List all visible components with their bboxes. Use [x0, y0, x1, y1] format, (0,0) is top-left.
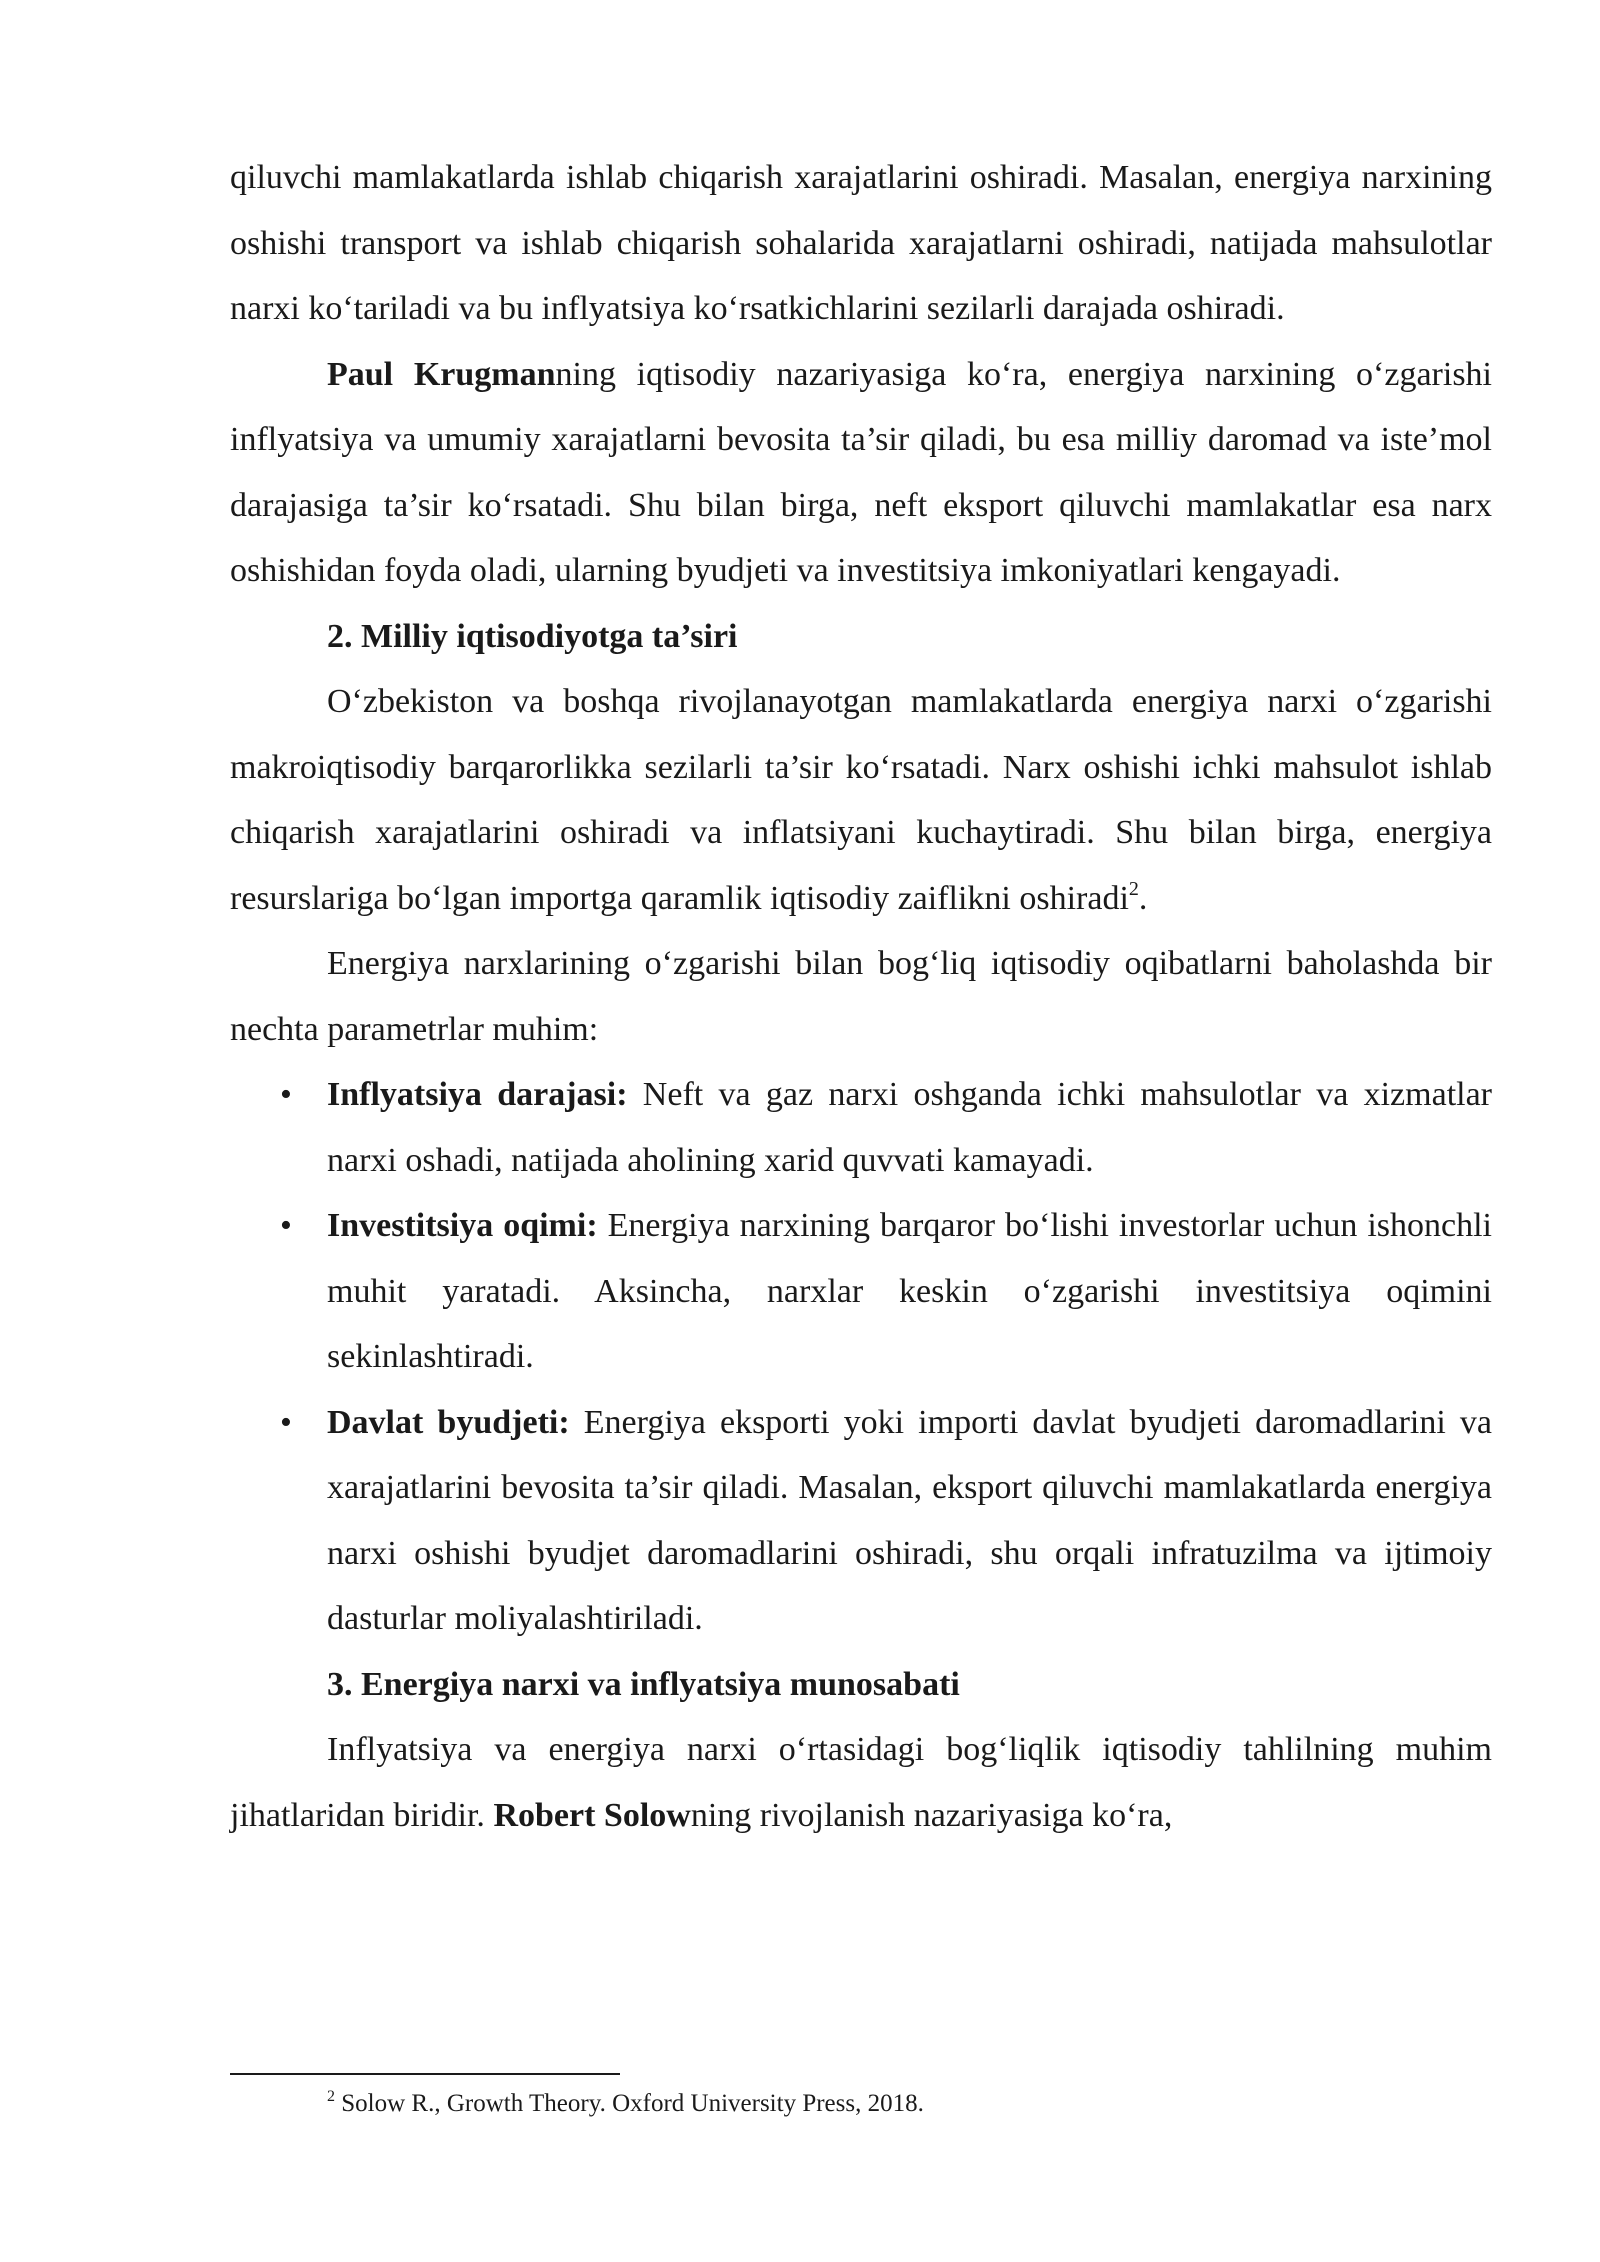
paragraph-4: Energiya narxlarining o‘zgarishi bilan bog‘liq iqtisodiy oqibatlarni baholashda bir nechta parametrlar muhim: — [230, 945, 1492, 1048]
paragraph-1: qiluvchi mamlakatlarda ishlab chiqarish xarajatlarini oshiradi. Masalan, energiya narxining oshishi transport va ishlab chiqarish sohalarida xarajatlarni oshiradi, natijada mahsulotlar narxi ko‘tariladi va bu inflyatsiya ko‘rsatkichlarini sezilarli darajada oshiradi. — [230, 159, 1492, 327]
footnote-reference[interactable]: 2 — [1128, 877, 1139, 900]
bullet-icon: • — [280, 1207, 292, 1244]
bullet-list — [230, 1062, 1492, 1652]
footnote: $^2$ Solow R., Growth Theory. Oxford University Press, 2018. — [327, 2088, 924, 2117]
footnote-number: 2 — [327, 2088, 335, 2105]
section-heading-3: 3. Energiya narxi va inflyatsiya munosabati — [327, 1665, 960, 1703]
paragraph-5: Inflyatsiya va energiya narxi o‘rtasidagi bog‘liqlik iqtisodiy tahlilning muhim jihatlaridan biridir. Robert Solowning rivojlanish nazariyasiga ko‘ra, — [230, 1731, 1492, 1834]
paragraph-3: O‘zbekiston va boshqa rivojlanayotgan mamlakatlarda energiya narxi o‘zgarishi makroiqtisodiy barqarorlikka sezilarli ta’sir ko‘rsatadi. Narx oshishi ichki mahsulot ishlab chiqarish xarajatlarini oshiradi va inflatsiyani kuchaytiradi. Shu bilan birga, energiya resurslariga bo‘lgan importga qaramlik iqtisodiy zaiflikni oshiradi$^2$. — [230, 683, 1492, 917]
document-body — [230, 145, 1492, 1848]
list-item: • Inflyatsiya darajasi: Neft va gaz narxi oshganda ichki mahsulotlar va xizmatlar narxi oshadi, natijada aholining xarid quvvati kamayadi. — [230, 1062, 1492, 1193]
bullet-icon: • — [280, 1076, 292, 1113]
paragraph-2: Paul Krugmanning iqtisodiy nazariyasiga ko‘ra, energiya narxining o‘zgarishi inflyatsiya va umumiy xarajatlarni bevosita ta’sir qiladi, bu esa milliy daromad va iste’mol darajasiga ta’sir ko‘rsatadi. Shu bilan birga, neft eksport qiluvchi mamlakatlar esa narx oshishidan foyda oladi, ularning byudjeti va investitsiya imkoniyatlari kengayadi. — [230, 355, 1493, 589]
author-name-solow: Robert Solow — [493, 1796, 691, 1834]
list-item: • Davlat byudjeti: Energiya eksporti yoki importi davlat byudjeti daromadlarini va xarajatlarini bevosita ta’sir qiladi. Masalan, eksport qiluvchi mamlakatlarda energiya narxi oshishi byudjet daromadlarini oshiradi, shu orqali infratuzilma va ijtimoiy dasturlar moliyalashtiriladi. — [230, 1390, 1492, 1652]
section-heading-2: 2. Milliy iqtisodiyotga ta’siri — [327, 617, 738, 655]
footnote-separator — [230, 2073, 620, 2075]
author-name-krugman: Paul Krugman — [327, 355, 556, 393]
bullet-icon: • — [280, 1403, 292, 1441]
list-item: • Investitsiya oqimi: Energiya narxining barqaror bo‘lishi investorlar uchun ishonchli muhit yaratadi. Aksincha, narxlar keskin o‘zgarishi investitsiya oqimini sekinlashtiradi. — [230, 1193, 1492, 1390]
